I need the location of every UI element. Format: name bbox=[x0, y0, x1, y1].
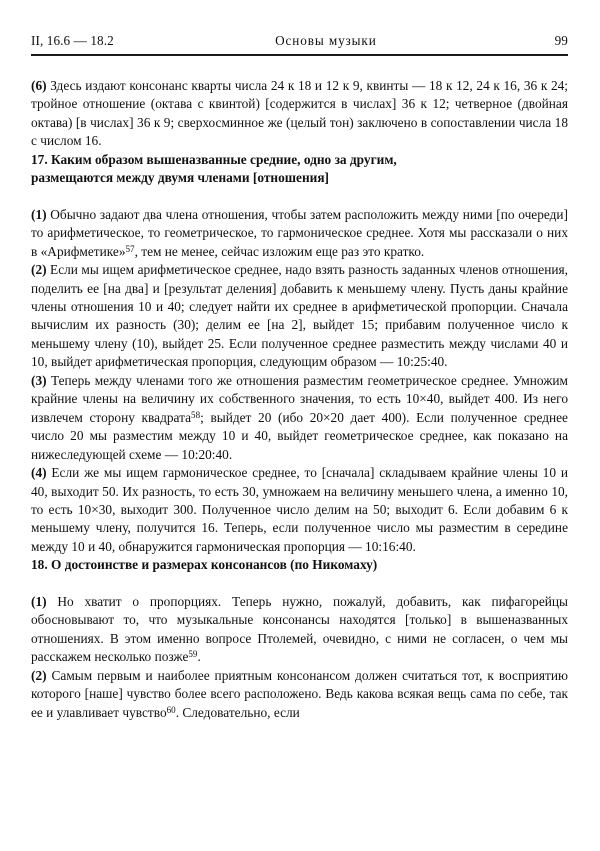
paragraph-17-4 bbox=[31, 464, 568, 556]
paragraph-17-3-marker: (3) bbox=[31, 372, 47, 388]
paragraph-18-2-marker: (2) bbox=[31, 667, 47, 683]
paragraph-17-1-text-a: Обычно задают два члена отношения, чтобы затем расположить между ними [по очереди] то арифметическое, то геометрическое, то гармоническое среднее. Хотя мы рассказали о них в «Арифметике» bbox=[31, 206, 568, 259]
page-number: 99 bbox=[554, 33, 568, 48]
paragraph-18-1-marker: (1) bbox=[31, 593, 47, 609]
running-head-reference: II, 16.6 — 18.2 bbox=[31, 33, 114, 48]
footnote-ref-60: 60 bbox=[166, 704, 176, 715]
paragraph-17-3 bbox=[31, 372, 568, 464]
paragraph-18-2-text-b: . Следовательно, если bbox=[175, 704, 300, 720]
page-content bbox=[31, 0, 568, 722]
paragraph-18-1-text-b: . bbox=[197, 649, 201, 665]
body-text bbox=[31, 77, 568, 722]
section-heading-17 bbox=[31, 151, 568, 188]
footnote-ref-58: 58 bbox=[191, 409, 201, 420]
paragraph-6 bbox=[31, 77, 568, 151]
paragraph-17-2 bbox=[31, 261, 568, 372]
paragraph-18-2 bbox=[31, 667, 568, 722]
paragraph-18-2-text-a: Самым первым и наиболее приятным консонансом должен считаться тот, к восприятию которого [наше] чувство более всего расположено. Ведь какова всякая вещь сама по себе, так ее и улавливает чувство bbox=[31, 667, 568, 720]
paragraph-17-4-text: Если же мы ищем гармоническое среднее, то [сначала] складываем крайние члены 10 и 40, выходит 50. Их разность, то есть 30, умножаем на величину меньшего члена, а именно 10, то есть 10×30, выходит 300. Полученное число делим на 50; выходит 6. Если добавим 6 к меньшему члену, получится 16. Теперь, если полученное число мы разместим в середине между 10 и 40, обнаружится гармоническая пропорция — 10:16:40. bbox=[31, 465, 568, 554]
paragraph-17-4-marker: (4) bbox=[31, 465, 47, 481]
paragraph-17-2-text: Если мы ищем арифметическое среднее, надо взять разность заданных членов отношения, поделить ее [на два] и [результат деления] добавить к меньшему члену. Пусть даны крайние члены отношения 10 и 40; следует найти их среднее в арифметической пропорции. Сначала вычислим их разность (30); делим ее [на 2], выйдет 15; прибавим полученное число к меньшему члену (10), выйдет 25. Если полученное среднее разместить между числами 40 и 10, выйдет арифметическая пропорция, следующим образом — 10:25:40. bbox=[31, 262, 568, 370]
footnote-ref-59: 59 bbox=[188, 649, 198, 660]
header-divider bbox=[31, 54, 568, 56]
paragraph-17-1 bbox=[31, 206, 568, 261]
running-head bbox=[31, 0, 568, 49]
paragraph-18-1 bbox=[31, 593, 568, 667]
paragraph-17-3-text-b: ; выйдет 20 (ибо 20×20 дает 400). Если полученное среднее число 20 мы разместим между 10 и 40, выйдет геометрическое среднее, как показано на нижеследующей схеме — 10:20:40. bbox=[31, 409, 568, 462]
paragraph-17-3-text-a: Теперь между членами того же отношения разместим геометрическое среднее. Умножим крайние члены на величину их собственного значения, то есть 10×40, выйдет 400. Из него извлечем сторону квадрата bbox=[31, 372, 568, 425]
paragraph-18-1-text-a: Но хватит о пропорциях. Теперь нужно, пожалуй, добавить, как пифагорейцы обосновывают то, что музыкальные консонансы находятся [только] в вышеназванных отношениях. В этом именно вопросе Птолемей, очевидно, с ними не согласен, о чем мы расскажем несколько позже bbox=[31, 593, 568, 665]
paragraph-6-marker: (6) bbox=[31, 78, 47, 93]
section-heading-17-line1: 17. Каким образом вышеназванные средние, одно за другим, bbox=[31, 151, 397, 167]
paragraph-6-text: Здесь издают консонанс кварты числа 24 к 18 и 12 к 9, квинты — 18 к 12, 24 к 16, 36 к 24; тройное отношение (октава с квинтой) [содержится в числах] 36 к 12; четверное (двойная октава) [в числах] 36 к 9; сверхосминное же (целый тон) заключено в сопоставлении числа 18 с числом 16. bbox=[31, 78, 568, 149]
section-heading-18-text: 18. О достоинстве и размерах консонансов (по Никомаху) bbox=[31, 557, 378, 573]
paragraph-17-1-text-b: , тем не менее, сейчас изложим еще раз это кратко. bbox=[134, 243, 425, 259]
section-heading-18 bbox=[31, 556, 568, 574]
section-heading-17-line2: размещаются между двумя членами [отношения] bbox=[31, 170, 330, 186]
paragraph-17-2-marker: (2) bbox=[31, 262, 47, 278]
running-head-title: Основы музыки bbox=[275, 33, 377, 48]
paragraph-17-1-marker: (1) bbox=[31, 206, 47, 222]
footnote-ref-57: 57 bbox=[125, 243, 135, 254]
